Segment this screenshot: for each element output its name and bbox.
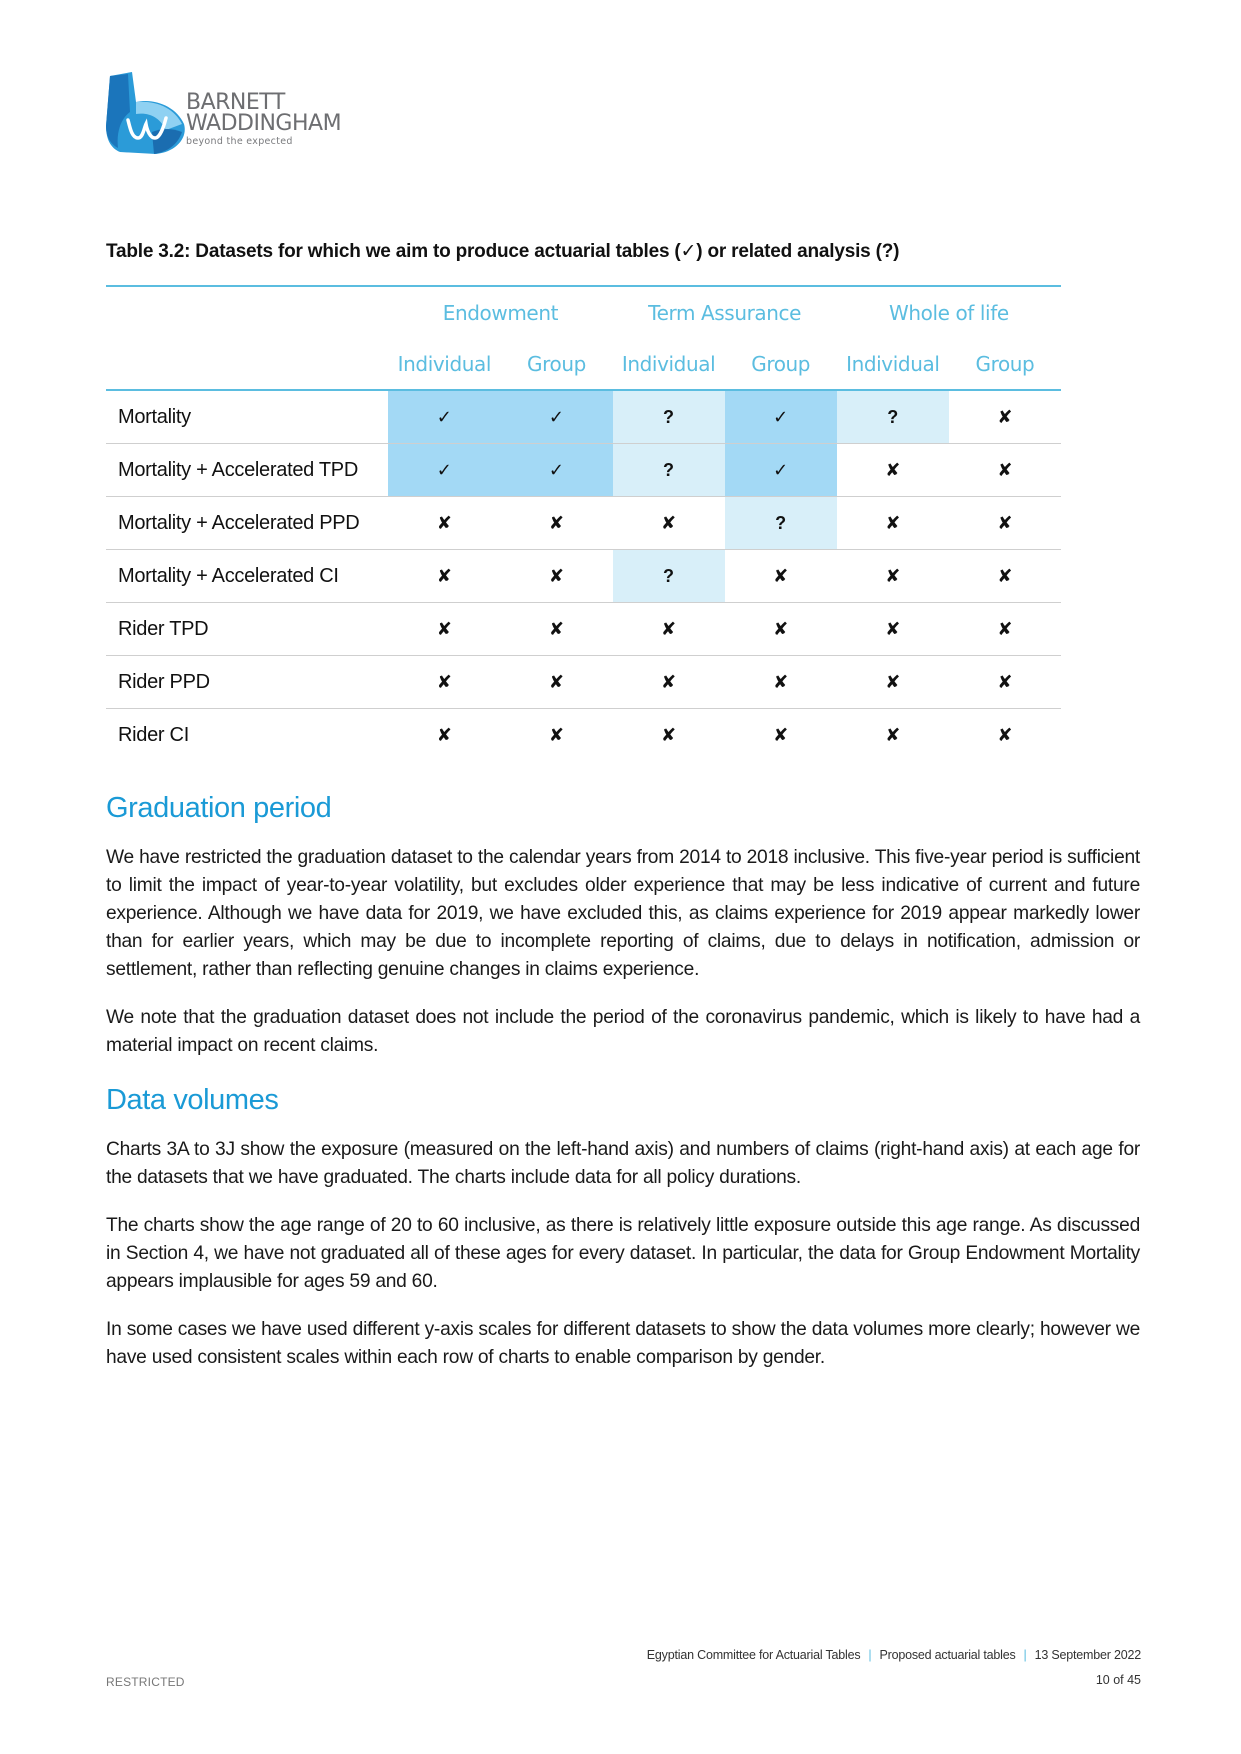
cross-mark-cell: ✘ <box>725 603 837 656</box>
cross-mark-cell: ✘ <box>949 390 1061 444</box>
check-mark-cell: ✓ <box>500 444 612 497</box>
paragraph-data-volumes-1: Charts 3A to 3J show the exposure (measured on the left-hand axis) and numbers of claims (right-hand axis) at each age for the datasets that we have graduated. The charts include data for all policy durations. <box>106 1139 1140 1188</box>
query-mark-cell: ? <box>613 444 725 497</box>
table-corner-cell <box>106 286 388 339</box>
subheader-endowment-group: Group <box>500 339 612 390</box>
check-mark-cell: ✓ <box>725 390 837 444</box>
table-row <box>106 709 1061 762</box>
datasets-table <box>106 285 1061 761</box>
group-header-whole-of-life: Whole of life <box>837 286 1061 339</box>
cross-mark-cell: ✘ <box>500 603 612 656</box>
footer-client: Egyptian Committee for Actuarial Tables <box>646 1648 861 1662</box>
cross-mark-cell: ✘ <box>388 603 500 656</box>
group-header-term-assurance: Term Assurance <box>613 286 837 339</box>
footer-classification: RESTRICTED <box>106 1675 185 1689</box>
cross-mark-cell: ✘ <box>725 709 837 762</box>
table-row <box>106 550 1061 603</box>
footer-date: 13 September 2022 <box>1034 1648 1141 1662</box>
table-body <box>106 390 1061 761</box>
table-row <box>106 603 1061 656</box>
cross-mark-cell: ✘ <box>500 656 612 709</box>
cross-mark-cell: ✘ <box>725 656 837 709</box>
cross-mark-cell: ✘ <box>837 550 949 603</box>
footer-document-info <box>647 1648 1141 1662</box>
row-label: Mortality + Accelerated PPD <box>106 497 388 550</box>
cross-mark-cell: ✘ <box>837 497 949 550</box>
footer-separator: | <box>868 1648 872 1662</box>
subheader-wol-individual: Individual <box>837 339 949 390</box>
cross-mark-cell: ✘ <box>500 550 612 603</box>
cross-mark-cell: ✘ <box>613 497 725 550</box>
cross-mark-cell: ✘ <box>388 550 500 603</box>
cross-mark-cell: ✘ <box>388 709 500 762</box>
query-mark-cell: ? <box>725 497 837 550</box>
check-mark-cell: ✓ <box>500 390 612 444</box>
logo-line-2: WADDINGHAM <box>186 111 342 136</box>
footer-page-number: 10 of 45 <box>1095 1673 1141 1687</box>
subheader-wol-group: Group <box>949 339 1061 390</box>
query-mark-cell: ? <box>613 550 725 603</box>
table-caption: Table 3.2: Datasets for which we aim to produce actuarial tables (✓) or related analysis (?) <box>106 241 900 262</box>
cross-mark-cell: ✘ <box>949 497 1061 550</box>
check-mark-cell: ✓ <box>388 390 500 444</box>
paragraph-data-volumes-2: The charts show the age range of 20 to 60 inclusive, as there is relatively little exposure outside this age range. As discussed in Section 4, we have not graduated all of these ages for every dataset. In particular, the data for Group Endowment Mortality appears implausible for ages 59 and 60. <box>106 1215 1140 1292</box>
query-mark-cell: ? <box>613 390 725 444</box>
cross-mark-cell: ✘ <box>613 709 725 762</box>
subheader-endowment-individual: Individual <box>388 339 500 390</box>
logo-tagline: beyond the expected <box>186 136 293 147</box>
table-row <box>106 390 1061 444</box>
footer-document-title: Proposed actuarial tables <box>879 1648 1016 1662</box>
cross-mark-cell: ✘ <box>500 709 612 762</box>
subheader-term-individual: Individual <box>613 339 725 390</box>
check-mark-cell: ✓ <box>388 444 500 497</box>
cross-mark-cell: ✘ <box>613 656 725 709</box>
heading-data-volumes: Data volumes <box>106 1084 279 1116</box>
table-row <box>106 444 1061 497</box>
check-mark-cell: ✓ <box>725 444 837 497</box>
cross-mark-cell: ✘ <box>949 550 1061 603</box>
table-row <box>106 497 1061 550</box>
table-corner-cell <box>106 339 388 390</box>
paragraph-data-volumes-3: In some cases we have used different y-axis scales for different datasets to show the data volumes more clearly; however we have used consistent scales within each row of charts to enable comparison by gender. <box>106 1319 1140 1368</box>
row-label: Rider CI <box>118 723 189 746</box>
cross-mark-cell: ✘ <box>949 709 1061 762</box>
cross-mark-cell: ✘ <box>837 656 949 709</box>
logo-wordmark <box>186 92 341 149</box>
logo-line-1: BARNETT <box>186 90 285 115</box>
row-label: Rider TPD <box>106 603 388 656</box>
cross-mark-cell: ✘ <box>949 656 1061 709</box>
table-row <box>106 656 1061 709</box>
row-label: Mortality + Accelerated TPD <box>106 444 388 497</box>
cross-mark-cell: ✘ <box>388 497 500 550</box>
paragraph-graduation-2: We note that the graduation dataset does not include the period of the coronavirus pandemic, which is likely to have had a material impact on recent claims. <box>106 1007 1140 1056</box>
group-header-endowment: Endowment <box>388 286 612 339</box>
cross-mark-cell: ✘ <box>837 603 949 656</box>
row-label: Rider PPD <box>106 656 388 709</box>
cross-mark-cell: ✘ <box>837 444 949 497</box>
paragraph-graduation-1: We have restricted the graduation dataset to the calendar years from 2014 to 2018 inclusive. This five-year period is sufficient to limit the impact of year-to-year volatility, but excludes older experience that may be less indicative of current and future experience. Although we have data for 2019, we have excluded this, as claims experience for 2019 appear markedly lower than for earlier years, which may be due to incomplete reporting of claims, due to delays in notification, admission or settlement, rather than reflecting genuine changes in claims experience. <box>106 847 1140 980</box>
cross-mark-cell: ✘ <box>949 444 1061 497</box>
table-group-header-row <box>106 286 1061 339</box>
footer-separator: | <box>1023 1648 1027 1662</box>
row-label: Mortality + Accelerated CI <box>106 550 388 603</box>
cross-mark-cell: ✘ <box>837 709 949 762</box>
row-label: Mortality <box>106 390 388 444</box>
cross-mark-cell: ✘ <box>949 603 1061 656</box>
barnett-waddingham-logo-icon <box>106 72 188 154</box>
query-mark-cell: ? <box>837 390 949 444</box>
company-logo <box>106 72 366 162</box>
cross-mark-cell: ✘ <box>613 603 725 656</box>
cross-mark-cell: ✘ <box>500 497 612 550</box>
cross-mark-cell: ✘ <box>725 550 837 603</box>
table-subheader-row <box>106 339 1061 390</box>
heading-graduation-period: Graduation period <box>106 792 332 824</box>
subheader-term-group: Group <box>725 339 837 390</box>
cross-mark-cell: ✘ <box>388 656 500 709</box>
